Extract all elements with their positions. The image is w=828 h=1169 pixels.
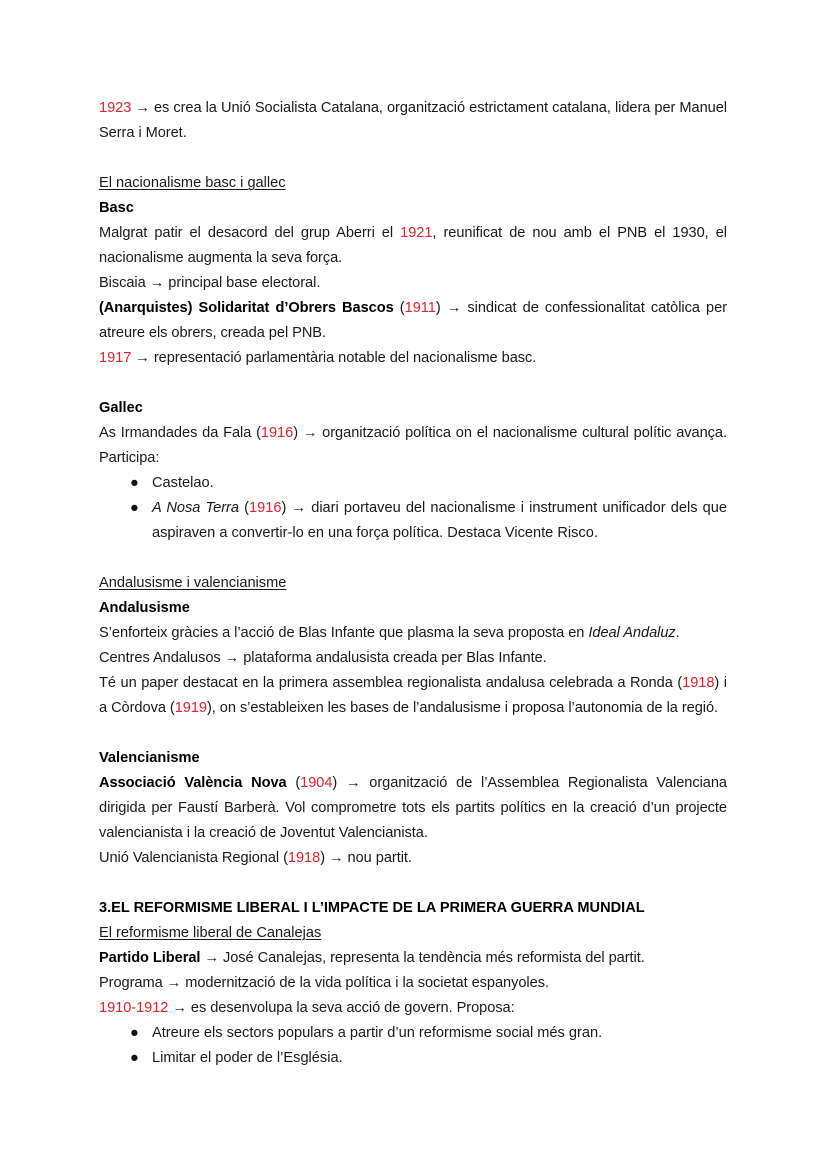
spacer <box>99 546 727 571</box>
paragraph-ronda-text-b: ), on s’estableixen les bases de l’andalusisme i proposa l’autonomia de la regió. <box>206 700 719 716</box>
paren-open: ( <box>239 500 250 516</box>
paragraph-blas-infante-text-b: . <box>675 625 680 641</box>
paragraph-aberri-text-a: Malgrat patir el desacord del grup Aberri el <box>99 225 401 241</box>
paragraph-1917-text: → representació parlamentària notable del nacionalisme basc. <box>131 350 537 366</box>
list-item-nosa-terra-text: ) → diari portaveu del nacionalisme i instrument unificador dels que aspiraven a convertir-lo en una força política. Destaca Vicente Risco. <box>152 500 727 541</box>
paragraph-1910-1912-text: → es desenvolupa la seva acció de govern. Proposa: <box>168 1000 515 1016</box>
bullet-list-gallec <box>99 471 727 546</box>
spacer <box>99 146 727 171</box>
term-solidaritat-obrers-bascos: (Anarquistes) Solidaritat d’Obrers Bascos <box>99 300 394 316</box>
bullet-dot-icon: ● <box>130 475 139 491</box>
paragraph-solidaritat-obrers-bascos <box>99 296 727 346</box>
year-range-1910-1912: 1910-1912 <box>99 1000 169 1016</box>
year-1916-nosa-terra: 1916 <box>249 500 282 516</box>
paragraph-partido-liberal <box>99 946 727 971</box>
list-item-limitar-text: Limitar el poder de l’Església. <box>152 1050 343 1066</box>
paragraph-blas-infante <box>99 621 727 646</box>
year-1923: 1923 <box>99 100 132 116</box>
paragraph-uvr-text-b: ) → nou partit. <box>320 850 412 866</box>
paragraph-aberri <box>99 221 727 271</box>
title-ideal-andaluz: Ideal Andaluz <box>588 625 676 641</box>
list-item <box>99 471 727 496</box>
year-1919-cordova: 1919 <box>174 700 207 716</box>
year-1918-ronda: 1918 <box>682 675 715 691</box>
heading-reformisme-liberal-canalejas: El reformisme liberal de Canalejas <box>99 925 322 941</box>
heading-andalusisme-i-valencianisme: Andalusisme i valencianisme <box>99 575 287 591</box>
spacer <box>99 721 727 746</box>
paragraph-1910-1912 <box>99 996 727 1021</box>
year-1911: 1911 <box>404 300 436 316</box>
paragraph-partido-liberal-text: → José Canalejas, representa la tendència més reformista del partit. <box>200 950 645 966</box>
list-item-atreure-text: Atreure els sectors populars a partir d’un reformisme social més gran. <box>152 1025 603 1041</box>
paragraph-unio-socialista-catalana-text: es crea la Unió Socialista Catalana, organització estrictament catalana, lidera per Manuel Serra i Moret. <box>99 100 727 141</box>
list-item <box>99 496 727 546</box>
heading-basc: Basc <box>99 200 134 216</box>
year-1904: 1904 <box>300 775 333 791</box>
term-partido-liberal: Partido Liberal <box>99 950 201 966</box>
paragraph-ronda-cordova <box>99 671 727 721</box>
paragraph-programa: Programa → modernització de la vida política i la societat espanyoles. <box>99 975 549 991</box>
paragraph-solidaritat-obrers-bascos-text: ) → sindicat de confessionalitat catòlica per atreure els obrers, creada pel PNB. <box>99 300 727 341</box>
heading-valencianisme: Valencianisme <box>99 750 200 766</box>
paragraph-associacio-valencia-nova <box>99 771 727 846</box>
paragraph-unio-valencianista-regional <box>99 846 727 871</box>
paragraph-associacio-valencia-nova-text: ) → organització de l’Assemblea Regionalista Valenciana dirigida per Faustí Barberà. Vol comprometre tots els partits polítics en la creació d’un projecte valencianista i la creació de Joventut Valencianista. <box>99 775 727 841</box>
heading-nacionalisme-basc-i-gallec: El nacionalisme basc i gallec <box>99 175 286 191</box>
paragraph-aberri-text-b: , reunificat de nou amb el PNB el 1930, el nacionalisme augmenta la seva força. <box>99 225 727 266</box>
year-1917: 1917 <box>99 350 132 366</box>
paragraph-ronda-text-a: Té un paper destacat en la primera assemblea regionalista andalusa celebrada a Ronda ( <box>99 675 683 691</box>
spacer <box>99 371 727 396</box>
paragraph-uvr-text-a: Unió Valencianista Regional ( <box>99 850 288 866</box>
heading-gallec: Gallec <box>99 400 143 416</box>
document-body <box>99 96 727 1071</box>
bullet-dot-icon: ● <box>130 500 139 516</box>
year-1921: 1921 <box>400 225 433 241</box>
paragraph-1917 <box>99 346 727 371</box>
bullet-dot-icon: ● <box>130 1025 139 1041</box>
year-1918-uvr: 1918 <box>287 850 321 866</box>
arrow-glyph: → <box>131 100 154 116</box>
list-item <box>99 1046 727 1071</box>
paren-open: ( <box>393 300 405 316</box>
bullet-list-canalejas <box>99 1021 727 1071</box>
list-item <box>99 1021 727 1046</box>
section-title-3: 3.EL REFORMISME LIBERAL I L’IMPACTE DE LA PRIMERA GUERRA MUNDIAL <box>99 900 645 916</box>
paragraph-biscaia: Biscaia → principal base electoral. <box>99 275 321 291</box>
term-associacio-valencia-nova: Associació València Nova <box>99 775 287 791</box>
paragraph-ronda-text-mid: ) i a Còrdova ( <box>99 675 727 716</box>
paren-open: ( <box>286 775 301 791</box>
year-1916-irmandades: 1916 <box>260 425 294 441</box>
paragraph-centres-andalusos: Centres Andalusos → plataforma andalusista creada per Blas Infante. <box>99 650 547 666</box>
paragraph-blas-infante-text-a: S’enforteix gràcies a l’acció de Blas Infante que plasma la seva proposta en <box>99 625 589 641</box>
paragraph-irmandades-da-fala <box>99 421 727 471</box>
bullet-dot-icon: ● <box>130 1050 139 1066</box>
paragraph-irmandades-text-b: ) → organització política on el nacionalisme cultural polític avança. Participa: <box>99 425 727 466</box>
heading-andalusisme: Andalusisme <box>99 600 190 616</box>
title-a-nosa-terra: A Nosa Terra <box>152 500 240 516</box>
spacer <box>99 871 727 896</box>
paragraph-unio-socialista-catalana <box>99 96 727 146</box>
paragraph-irmandades-text-a: As Irmandades da Fala ( <box>99 425 261 441</box>
list-item-castelao-text: Castelao. <box>152 475 214 491</box>
